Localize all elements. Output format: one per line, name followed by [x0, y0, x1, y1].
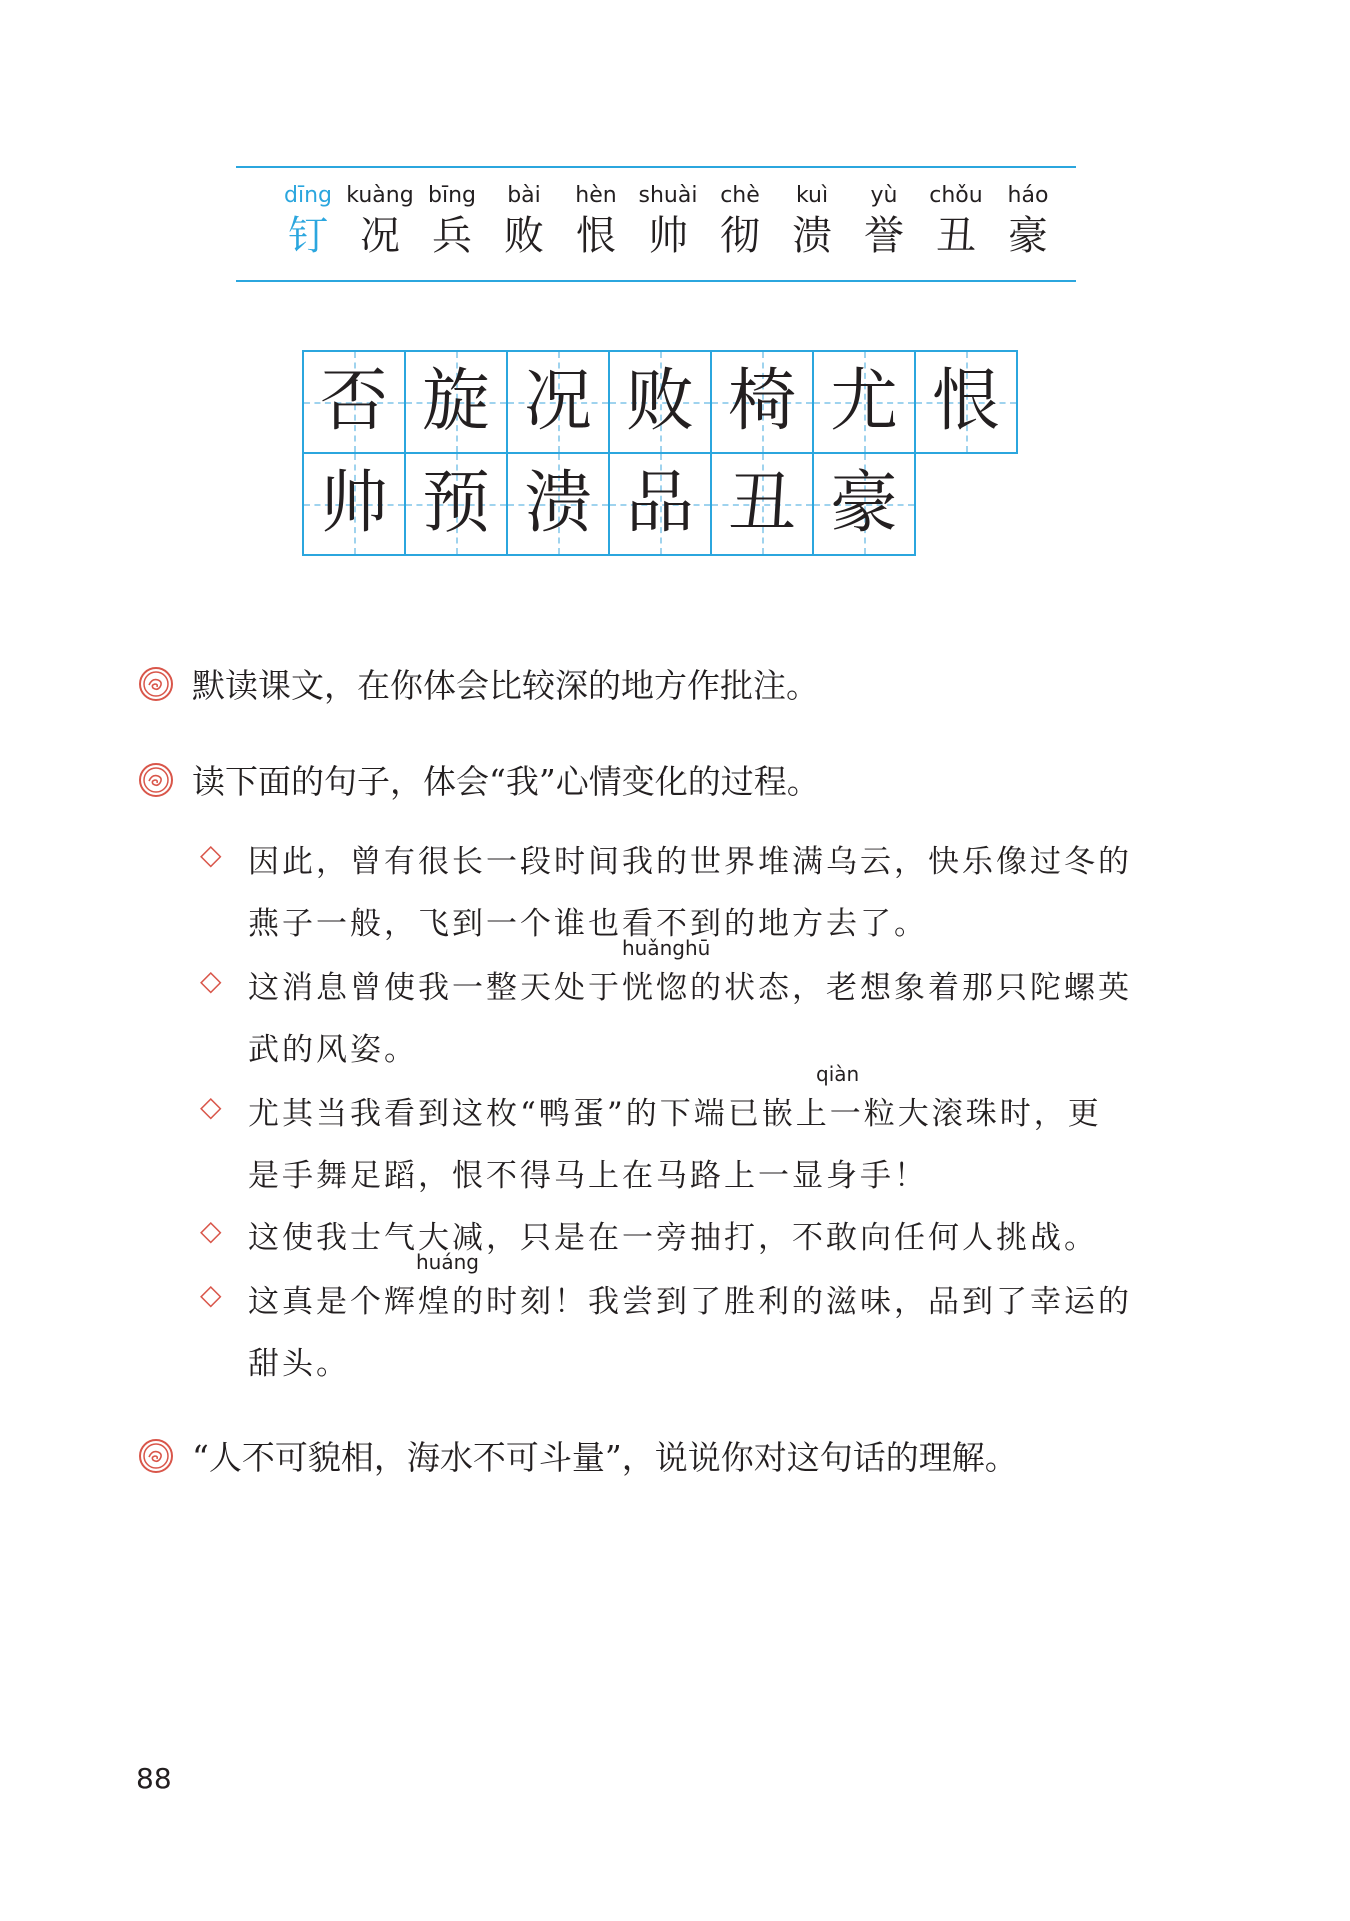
- char-cell: [704, 180, 776, 260]
- char-cell: [632, 180, 704, 260]
- grid-cell: [302, 452, 406, 556]
- grid-char: 恨: [931, 362, 1000, 441]
- hanzi: 钉: [288, 213, 328, 259]
- pinyin: chǒu: [929, 183, 983, 208]
- writing-grid-row: [302, 452, 1016, 554]
- char-cell: [776, 180, 848, 260]
- question-3: [138, 1432, 1018, 1479]
- grid-cell: [710, 452, 814, 556]
- grid-cell: [506, 350, 610, 454]
- char-cell: [992, 180, 1064, 260]
- grid-cell: [608, 350, 712, 454]
- exercise-seal-icon: [138, 1438, 174, 1474]
- pinyin-annotation: qiàn: [816, 1062, 860, 1086]
- diamond-bullet-icon: ◇: [200, 838, 222, 871]
- grid-cell: [914, 350, 1018, 454]
- pinyin: kuàng: [346, 183, 414, 208]
- sentence-line: 甜头。: [248, 1346, 350, 1382]
- pinyin: yù: [870, 183, 898, 208]
- grid-char: 尤: [829, 362, 898, 441]
- sentence-line: 燕子一般，飞到一个谁也看不到的地方去了。: [248, 906, 928, 942]
- grid-cell: [608, 452, 712, 556]
- diamond-bullet-icon: ◇: [200, 964, 222, 997]
- pinyin: dīng: [284, 183, 332, 208]
- writing-grid: [302, 350, 1016, 554]
- grid-char: 旋: [421, 362, 490, 441]
- question-text: 默读课文，在你体会比较深的地方作批注。: [192, 666, 819, 705]
- hanzi: 豪: [1008, 213, 1048, 259]
- sentence-line: 因此，曾有很长一段时间我的世界堆满乌云，快乐像过冬的: [248, 844, 1132, 880]
- hanzi: 恨: [576, 213, 616, 259]
- question-text: “人不可貌相，海水不可斗量”，说说你对这句话的理解。: [192, 1438, 1018, 1477]
- hanzi: 溃: [792, 213, 832, 259]
- pinyin-annotation: huǎnghū: [622, 936, 711, 960]
- pinyin-annotation: huáng: [416, 1250, 479, 1274]
- grid-char: 况: [523, 362, 592, 441]
- grid-cell: [302, 350, 406, 454]
- pinyin: chè: [720, 183, 760, 208]
- grid-char: 椅: [727, 362, 796, 441]
- hanzi: 丑: [936, 213, 976, 259]
- page-number: 88: [136, 1762, 172, 1795]
- hanzi: 彻: [720, 213, 760, 259]
- pinyin: bài: [507, 183, 541, 208]
- pinyin: kuì: [795, 183, 829, 208]
- sentence-line: 这真是个辉煌的时刻！我尝到了胜利的滋味，品到了幸运的: [248, 1284, 1132, 1320]
- hanzi: 誉: [864, 213, 904, 259]
- diamond-bullet-icon: ◇: [200, 1090, 222, 1123]
- hanzi: 兵: [432, 213, 472, 259]
- sentence-line: 是手舞足蹈，恨不得马上在马路上一显身手！: [248, 1158, 928, 1194]
- grid-cell: [404, 350, 508, 454]
- exercise-seal-icon: [138, 762, 174, 798]
- hanzi: 况: [360, 213, 400, 259]
- grid-cell: [710, 350, 814, 454]
- writing-grid-row: [302, 350, 1016, 452]
- grid-char: 败: [625, 362, 694, 441]
- pinyin: bīng: [428, 183, 476, 208]
- grid-char: 溃: [523, 464, 592, 543]
- recognition-characters: [272, 180, 1064, 260]
- grid-cell: [506, 452, 610, 556]
- pinyin: háo: [1007, 183, 1049, 208]
- grid-char: 丑: [727, 464, 796, 543]
- hanzi: 帅: [648, 213, 688, 259]
- sentence-line: 武的风姿。: [248, 1032, 418, 1068]
- question-text: 读下面的句子，体会“我”心情变化的过程。: [192, 762, 820, 801]
- sentence-line: 这消息曾使我一整天处于恍惚的状态，老想象着那只陀螺英: [248, 970, 1132, 1006]
- sentence-line: 尤其当我看到这枚“鸭蛋”的下端已嵌上一粒大滚珠时，更: [248, 1096, 1102, 1132]
- grid-char: 豪: [829, 464, 898, 543]
- grid-char: 否: [319, 362, 388, 441]
- grid-cell: [812, 452, 916, 556]
- exercise-seal-icon: [138, 666, 174, 702]
- diamond-bullet-icon: ◇: [200, 1278, 222, 1311]
- sentence-line: 这使我士气大减，只是在一旁抽打，不敢向任何人挑战。: [248, 1220, 1098, 1256]
- char-cell: [416, 180, 488, 260]
- grid-cell: [404, 452, 508, 556]
- pinyin: shuài: [638, 183, 698, 208]
- grid-char: 品: [625, 464, 694, 543]
- char-cell: [560, 180, 632, 260]
- grid-cell: [812, 350, 916, 454]
- diamond-bullet-icon: ◇: [200, 1214, 222, 1247]
- char-cell: [920, 180, 992, 260]
- grid-char: 帅: [319, 464, 388, 543]
- char-cell: [488, 180, 560, 260]
- grid-char: 预: [421, 464, 490, 543]
- question-2: [138, 756, 820, 803]
- char-cell: [272, 180, 344, 260]
- char-cell: [848, 180, 920, 260]
- recognition-characters-band: [236, 166, 1076, 282]
- hanzi: 败: [504, 213, 544, 259]
- question-1: [138, 660, 819, 707]
- pinyin: hèn: [575, 183, 617, 208]
- char-cell: [344, 180, 416, 260]
